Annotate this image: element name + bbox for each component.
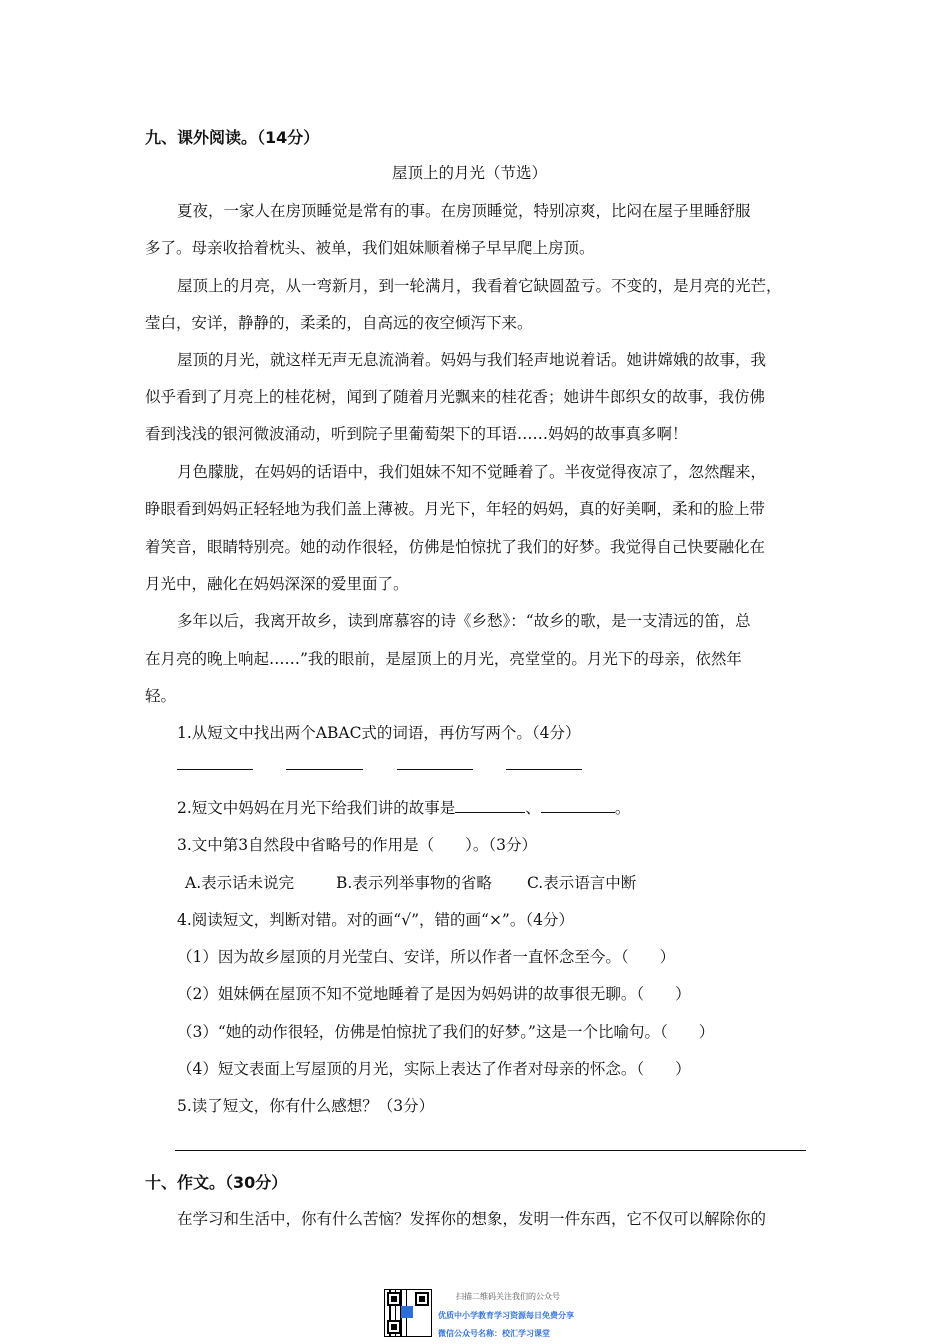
option-c: C.表示语言中断 (527, 874, 637, 892)
question-1: 1.从短文中找出两个ABAC式的词语，再仿写两个。（4分） (177, 724, 581, 742)
passage-line: 屋顶的月光，就这样无声无息流淌着。妈妈与我们轻声地说着话。她讲嫦娥的故事，我 (177, 351, 767, 369)
question-2 (177, 796, 630, 818)
passage-line: 睁眼看到妈妈正轻轻地为我们盖上薄被。月光下，年轻的妈妈，真的好美啊，柔和的脸上带 (145, 500, 766, 518)
question-4: 4.阅读短文，判断对错。对的画“√”，错的画“×”。（4分） (177, 911, 574, 929)
option-b: B.表示列举事物的省略 (336, 874, 492, 892)
question-2-text: 2.短文中妈妈在月光下给我们讲的故事是 (177, 799, 456, 817)
question-3: 3.文中第3自然段中省略号的作用是（ ）。（3分） (177, 836, 538, 854)
section9-heading: 九、课外阅读。（14分） (145, 128, 320, 147)
footer-line-2: 优质中小学教育学习资源每日免费分享 (438, 1311, 574, 1320)
option-a: A.表示话未说完 (185, 874, 295, 892)
passage-line: 月色朦胧，在妈妈的话语中，我们姐妹不知不觉睡着了。半夜觉得夜凉了，忽然醒来， (177, 463, 767, 481)
section10-heading: 十、作文。（30分） (145, 1173, 288, 1192)
answer-blank[interactable] (177, 769, 253, 770)
answer-blank[interactable] (397, 769, 473, 770)
passage-line: 轻。 (145, 687, 177, 705)
judgement-item: （3）“她的动作很轻，仿佛是怕惊扰了我们的好梦。”这是一个比喻句。（ ） (177, 1023, 715, 1041)
footer-line-1: 扫描二维码关注我们的公众号 (456, 1292, 560, 1301)
answer-blank[interactable] (286, 769, 363, 770)
passage-line: 莹白，安详，静静的，柔柔的，自高远的夜空倾泻下来。 (145, 314, 533, 332)
footer-line-3: 微信公众号名称：校汇学习课堂 (438, 1329, 550, 1338)
question-5: 5.读了短文，你有什么感想？（3分） (177, 1097, 435, 1115)
question-2-end: 。 (614, 799, 631, 817)
passage-line: 屋顶上的月亮，从一弯新月，到一轮满月，我看着它缺圆盈亏。不变的，是月亮的光芒， (177, 277, 782, 295)
answer-blank[interactable] (541, 798, 615, 813)
judgement-item: （4）短文表面上写屋顶的月光，实际上表达了作者对母亲的怀念。（ ） (177, 1060, 691, 1078)
answer-blank[interactable] (506, 769, 582, 770)
question-2-separator: 、 (525, 799, 541, 817)
passage-line: 夏夜，一家人在房顶睡觉是常有的事。在房顶睡觉，特别凉爽，比闷在屋子里睡舒服 (177, 202, 751, 220)
passage-line: 多了。母亲收拾着枕头、被单，我们姐妹顺着梯子早早爬上房顶。 (145, 239, 595, 257)
passage-line: 看到浅浅的银河微波涌动，听到院子里葡萄架下的耳语……妈妈的故事真多啊！ (145, 425, 688, 443)
answer-line[interactable] (175, 1150, 806, 1151)
qr-code (384, 1289, 432, 1337)
answer-blank[interactable] (455, 798, 525, 813)
judgement-item: （1）因为故乡屋顶的月光莹白、安详，所以作者一直怀念至今。（ ） (177, 948, 676, 966)
passage-line: 多年以后，我离开故乡，读到席慕容的诗《乡愁》：“故乡的歌，是一支清远的笛，总 (177, 612, 751, 630)
passage-title: 屋顶上的月光（节选） (392, 164, 548, 182)
composition-prompt: 在学习和生活中，你有什么苦恼？发挥你的想象，发明一件东西，它不仅可以解除你的 (177, 1210, 767, 1228)
judgement-item: （2）姐妹俩在屋顶不知不觉地睡着了是因为妈妈讲的故事很无聊。（ ） (177, 985, 691, 1003)
passage-line: 着笑音，眼睛特别亮。她的动作很轻，仿佛是怕惊扰了我们的好梦。我觉得自己快要融化在 (145, 538, 766, 556)
passage-line: 似乎看到了月亮上的桂花树，闻到了随着月光飘来的桂花香；她讲牛郎织女的故事，我仿佛 (145, 388, 766, 406)
passage-line: 在月亮的晚上响起……”我的眼前，是屋顶上的月光，亮堂堂的。月光下的母亲，依然年 (145, 650, 742, 668)
passage-line: 月光中，融化在妈妈深深的爱里面了。 (145, 575, 409, 593)
